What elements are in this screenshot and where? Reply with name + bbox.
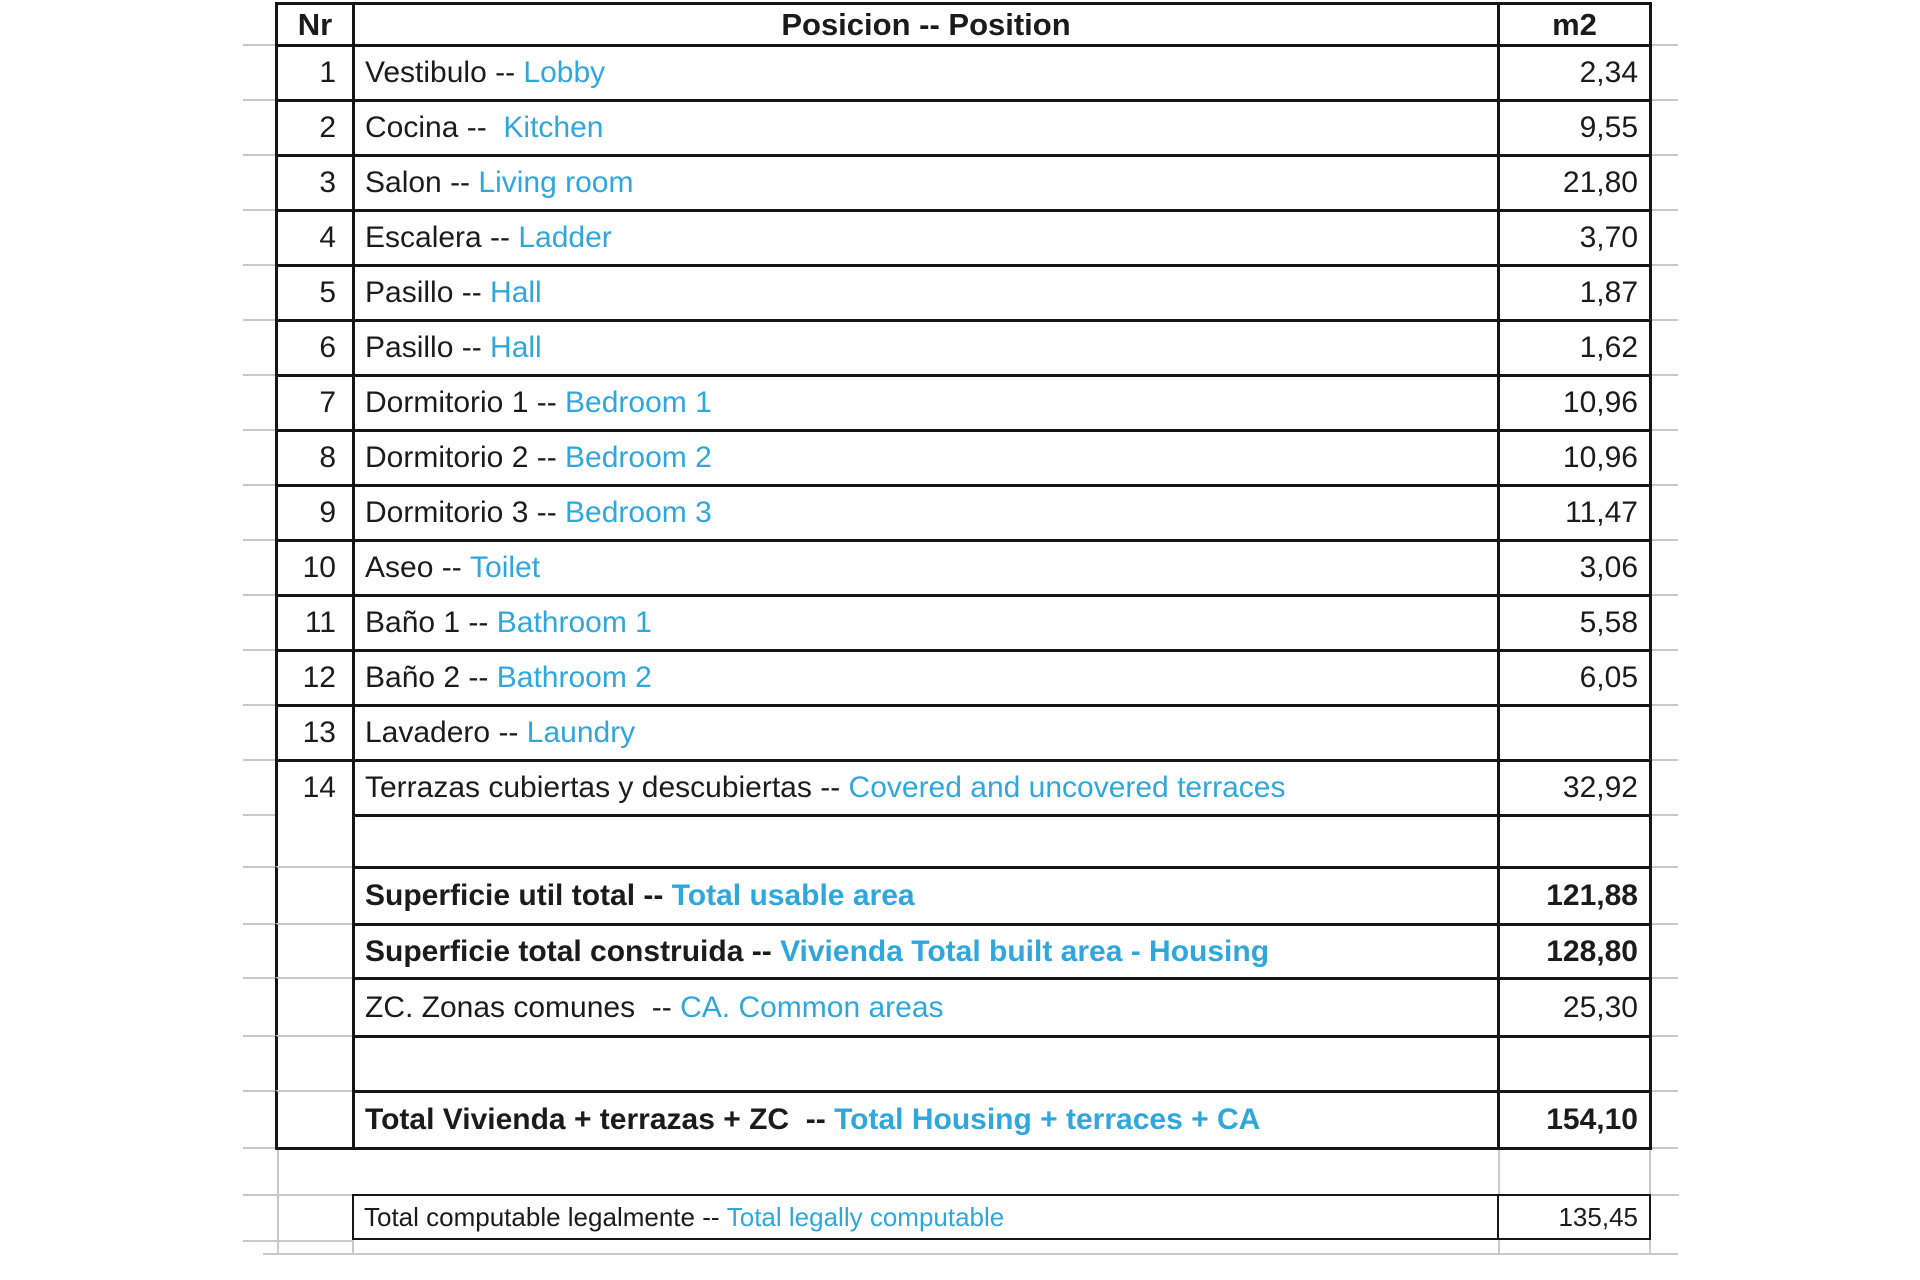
table-row — [275, 154, 1652, 212]
area-cell — [1497, 977, 1652, 1038]
position-english: Covered and uncovered terraces — [848, 771, 1286, 804]
position-cell — [352, 44, 1500, 102]
separator: -- — [481, 221, 519, 254]
position-spanish: Aseo — [365, 551, 434, 584]
area-cell — [1497, 99, 1652, 157]
row-number: 10 — [302, 551, 336, 584]
gridline-tick — [243, 154, 275, 156]
row-number: 8 — [319, 441, 336, 474]
position-spanish: Superficie total construida — [365, 934, 744, 968]
gridline-tick — [243, 704, 275, 706]
separator: -- — [797, 1103, 835, 1136]
area-value: 1,87 — [1579, 276, 1638, 309]
row-number-cell — [275, 154, 355, 212]
table-row — [275, 1035, 1652, 1093]
area-cell — [1497, 319, 1652, 377]
row-number-cell — [275, 264, 355, 322]
row-number: 5 — [319, 276, 336, 309]
position-english: Bathroom 1 — [496, 606, 652, 639]
position-english: Vivienda Total built area - Housing — [780, 934, 1270, 968]
separator: -- — [458, 111, 504, 144]
position-english: CA. Common areas — [680, 990, 944, 1024]
separator: -- — [490, 716, 527, 749]
area-cell — [1497, 264, 1652, 322]
row-number: 7 — [319, 386, 336, 419]
position-spanish: Salon — [365, 166, 442, 199]
separator: -- — [643, 990, 681, 1024]
gridline-tick — [1652, 1090, 1678, 1092]
position-spanish: ZC. Zonas comunes — [365, 990, 644, 1024]
gridline-tick — [243, 264, 275, 266]
position-cell — [352, 977, 1500, 1038]
gridline-tick — [243, 539, 275, 541]
row-number-cell — [275, 1090, 355, 1150]
position-cell — [352, 594, 1500, 652]
gridline-tick — [1652, 814, 1678, 816]
position-cell — [352, 866, 1500, 926]
area-cell — [1497, 1035, 1652, 1093]
position-spanish: Dormitorio 1 — [365, 386, 529, 419]
gridline-tick — [243, 374, 275, 376]
position-english: Lobby — [523, 56, 606, 89]
position-cell — [352, 1035, 1500, 1093]
gridline — [1498, 1150, 1500, 1194]
header-area-label: m2 — [1552, 7, 1597, 42]
table-row — [275, 759, 1652, 817]
table-row — [275, 539, 1652, 597]
legal-total-value: 135,45 — [1558, 1202, 1638, 1232]
position-english: Hall — [490, 276, 542, 309]
area-cell — [1497, 154, 1652, 212]
position-english: Total usable area — [671, 879, 915, 912]
row-number-cell — [275, 977, 355, 1038]
row-number: 2 — [319, 111, 336, 144]
separator: -- — [528, 386, 566, 419]
gridline-tick — [243, 594, 275, 596]
gridline-tick — [1652, 374, 1678, 376]
position-spanish: Pasillo — [365, 276, 454, 309]
row-number-cell — [275, 814, 355, 869]
position-cell — [352, 649, 1500, 707]
separator: -- — [528, 496, 566, 529]
gridline — [263, 1253, 1678, 1255]
row-number-cell — [275, 759, 355, 817]
table-row — [275, 429, 1652, 487]
table-row — [275, 99, 1652, 157]
row-number-cell — [275, 319, 355, 377]
position-spanish: Total Vivienda + terrazas + ZC — [365, 1103, 798, 1136]
area-value: 2,34 — [1579, 56, 1638, 89]
area-value: 154,10 — [1546, 1103, 1638, 1136]
area-value: 21,80 — [1562, 166, 1638, 199]
gridline-tick — [243, 866, 275, 868]
area-value: 3,06 — [1579, 551, 1638, 584]
gridline-tick — [1652, 866, 1678, 868]
area-value: 25,30 — [1562, 990, 1638, 1024]
position-spanish: Cocina — [365, 111, 459, 144]
area-value: 32,92 — [1562, 771, 1638, 804]
separator: -- — [433, 551, 471, 584]
position-spanish: Vestibulo — [365, 56, 487, 89]
legal-total-row — [352, 1194, 1651, 1240]
position-english: Bedroom 3 — [565, 496, 712, 529]
header-position-cell — [352, 2, 1500, 47]
area-value: 3,70 — [1579, 221, 1638, 254]
area-value: 11,47 — [1565, 496, 1638, 529]
area-value: 6,05 — [1579, 661, 1638, 694]
gridline-tick — [243, 649, 275, 651]
position-cell — [352, 923, 1500, 980]
gridline-tick — [243, 1090, 275, 1092]
position-english: Bathroom 2 — [496, 661, 652, 694]
area-cell — [1497, 209, 1652, 267]
row-number: 14 — [302, 771, 336, 804]
area-cell — [1497, 429, 1652, 487]
position-english: Bedroom 2 — [565, 441, 712, 474]
area-cell — [1497, 814, 1652, 869]
row-number-cell — [275, 374, 355, 432]
gridline-tick — [1652, 99, 1678, 101]
position-cell — [352, 704, 1500, 762]
gridline — [1649, 1150, 1651, 1194]
separator: -- — [528, 441, 566, 474]
position-cell — [352, 154, 1500, 212]
area-cell — [1497, 44, 1652, 102]
table-row — [275, 814, 1652, 869]
table-row — [275, 594, 1652, 652]
table-row — [275, 977, 1652, 1038]
position-spanish: Dormitorio 2 — [365, 441, 529, 474]
area-cell — [1497, 704, 1652, 762]
gridline-tick — [1652, 539, 1678, 541]
gridline-tick — [243, 44, 275, 46]
gridline-tick — [243, 1147, 275, 1149]
gridline-tick — [1652, 923, 1678, 925]
position-english: Ladder — [518, 221, 612, 254]
separator: -- — [453, 276, 491, 309]
separator: -- — [635, 879, 672, 912]
gridline — [243, 1194, 352, 1196]
gridline-tick — [1652, 1035, 1678, 1037]
position-english: Laundry — [526, 716, 636, 749]
gridline-tick — [243, 923, 275, 925]
position-spanish: Baño 1 — [365, 606, 461, 639]
area-cell — [1497, 484, 1652, 542]
table-row — [275, 44, 1652, 102]
row-number: 11 — [304, 606, 336, 639]
position-cell — [352, 374, 1500, 432]
row-number-cell — [275, 209, 355, 267]
area-value: 1,62 — [1579, 331, 1638, 364]
position-cell — [352, 539, 1500, 597]
position-cell — [352, 814, 1500, 869]
row-number: 3 — [319, 166, 336, 199]
gridline-tick — [243, 209, 275, 211]
header-position-label: Posicion -- Position — [781, 7, 1071, 42]
gridline-tick — [243, 814, 275, 816]
gridline-tick — [1652, 1147, 1678, 1149]
header-nr-cell — [275, 2, 355, 47]
gridline-tick — [1652, 484, 1678, 486]
row-number: 9 — [319, 496, 336, 529]
area-cell — [1497, 594, 1652, 652]
gridline-tick — [1652, 649, 1678, 651]
area-value: 5,58 — [1579, 606, 1638, 639]
area-value: 121,88 — [1546, 879, 1638, 912]
separator: -- — [441, 166, 479, 199]
table-row — [275, 209, 1652, 267]
area-value: 10,96 — [1562, 441, 1638, 474]
area-cell — [1497, 923, 1652, 980]
position-english: Bedroom 1 — [565, 386, 712, 419]
position-spanish: Superficie util total — [365, 879, 636, 912]
area-cell — [1497, 1090, 1652, 1150]
gridline-tick — [1652, 759, 1678, 761]
gridline-tick — [243, 484, 275, 486]
position-cell — [352, 264, 1500, 322]
row-number-cell — [275, 484, 355, 542]
row-number: 1 — [319, 56, 336, 89]
position-spanish: Terrazas cubiertas y descubiertas — [365, 771, 812, 804]
area-value: 128,80 — [1546, 934, 1638, 968]
table-row — [275, 374, 1652, 432]
gridline-tick — [1652, 209, 1678, 211]
position-spanish: Baño 2 — [365, 661, 461, 694]
separator: -- — [453, 331, 491, 364]
position-cell — [352, 99, 1500, 157]
header-nr-label: Nr — [297, 7, 333, 42]
gridline-tick — [1652, 429, 1678, 431]
gridline-tick — [1652, 154, 1678, 156]
row-number: 13 — [302, 716, 336, 749]
area-value: 9,55 — [1579, 111, 1638, 144]
table-header-row — [275, 2, 1652, 47]
position-cell — [352, 484, 1500, 542]
gridline-tick — [243, 99, 275, 101]
legal-total-english: Total legally computable — [726, 1202, 1005, 1232]
position-cell — [352, 1090, 1500, 1150]
table-row — [275, 484, 1652, 542]
position-spanish: Escalera — [365, 221, 482, 254]
gridline-tick — [1652, 264, 1678, 266]
table-row — [275, 319, 1652, 377]
separator: -- — [460, 606, 497, 639]
gridline-tick — [243, 1035, 275, 1037]
area-cell — [1497, 539, 1652, 597]
position-cell — [352, 429, 1500, 487]
position-cell — [352, 209, 1500, 267]
row-number: 12 — [302, 661, 336, 694]
separator: -- — [694, 1202, 727, 1232]
area-cell — [1497, 866, 1652, 926]
gridline-tick — [1652, 704, 1678, 706]
gridline-tick — [243, 319, 275, 321]
area-cell — [1497, 649, 1652, 707]
row-number-cell — [275, 649, 355, 707]
gridline-tick — [1652, 44, 1678, 46]
gridline-tick — [243, 977, 275, 979]
table-row — [275, 649, 1652, 707]
row-number: 6 — [319, 331, 336, 364]
position-spanish: Lavadero — [365, 716, 491, 749]
gridline — [243, 1240, 352, 1242]
area-cell — [1497, 374, 1652, 432]
legal-total-spanish: Total computable legalmente — [364, 1202, 695, 1232]
header-area-cell — [1497, 2, 1652, 47]
gridline-tick — [1652, 319, 1678, 321]
row-number-cell — [275, 866, 355, 926]
gridline-tick — [1652, 977, 1678, 979]
table-row — [275, 704, 1652, 762]
position-english: Kitchen — [503, 111, 604, 144]
gridline — [1651, 1194, 1679, 1196]
separator: -- — [811, 771, 849, 804]
table-row — [275, 923, 1652, 980]
separator: -- — [743, 934, 781, 968]
row-number-cell — [275, 1035, 355, 1093]
separator: -- — [486, 56, 524, 89]
table-row — [275, 264, 1652, 322]
position-cell — [352, 319, 1500, 377]
position-spanish: Pasillo — [365, 331, 454, 364]
table-row — [275, 1090, 1652, 1150]
gridline-tick — [243, 429, 275, 431]
row-number-cell — [275, 539, 355, 597]
gridline-tick — [1652, 594, 1678, 596]
position-english: Living room — [478, 166, 634, 199]
row-number: 4 — [319, 221, 336, 254]
legal-total-value-cell — [1497, 1194, 1651, 1240]
row-number-cell — [275, 594, 355, 652]
position-spanish: Dormitorio 3 — [365, 496, 529, 529]
area-cell — [1497, 759, 1652, 817]
position-english: Total Housing + terraces + CA — [834, 1103, 1261, 1136]
table-row — [275, 866, 1652, 926]
legal-total-label-cell — [352, 1194, 1499, 1240]
position-english: Hall — [490, 331, 542, 364]
position-cell — [352, 759, 1500, 817]
area-value: 10,96 — [1562, 386, 1638, 419]
position-english: Toilet — [470, 551, 541, 584]
row-number-cell — [275, 44, 355, 102]
row-number-cell — [275, 429, 355, 487]
row-number-cell — [275, 923, 355, 980]
row-number-cell — [275, 99, 355, 157]
row-number-cell — [275, 704, 355, 762]
separator: -- — [460, 661, 497, 694]
gridline-tick — [243, 759, 275, 761]
